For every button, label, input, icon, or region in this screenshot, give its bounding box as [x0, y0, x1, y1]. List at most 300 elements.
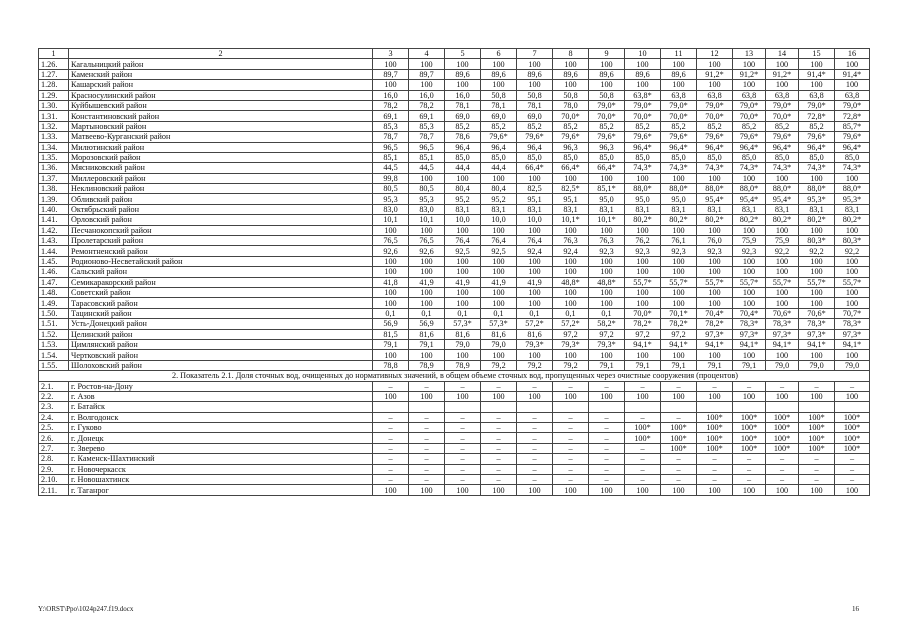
value-cell: 96,4*	[799, 142, 835, 152]
value-cell: 92,2	[766, 246, 799, 256]
value-cell: 70,4*	[733, 308, 766, 318]
value-cell: 66,4*	[589, 163, 625, 173]
value-cell: 79,6*	[766, 132, 799, 142]
value-cell: –	[409, 381, 445, 391]
value-cell: 0,1	[517, 308, 553, 318]
value-cell: 57,2*	[553, 319, 589, 329]
district-name-cell: Советский район	[69, 287, 373, 297]
value-cell: 100	[373, 298, 409, 308]
value-cell: 66,4*	[517, 163, 553, 173]
value-cell: –	[445, 454, 481, 464]
value-cell: –	[553, 464, 589, 474]
value-cell: 100	[799, 298, 835, 308]
value-cell: 80,2*	[799, 215, 835, 225]
value-cell: 100	[517, 80, 553, 90]
value-cell: 76,1	[661, 236, 697, 246]
value-cell: 100	[697, 267, 733, 277]
value-cell: 55,7*	[799, 277, 835, 287]
value-cell: 74,3*	[697, 163, 733, 173]
value-cell: 72,8*	[835, 111, 870, 121]
value-cell: 81,6	[445, 329, 481, 339]
value-cell: 0,1	[589, 308, 625, 318]
value-cell: 100*	[766, 433, 799, 443]
value-cell: 81,5	[373, 329, 409, 339]
value-cell: –	[589, 381, 625, 391]
value-cell: –	[697, 454, 733, 464]
value-cell: 82,5	[517, 184, 553, 194]
value-cell: 100	[589, 80, 625, 90]
value-cell: 100	[409, 225, 445, 235]
value-cell: 79,0	[799, 360, 835, 370]
value-cell: 85,2	[625, 121, 661, 131]
value-cell: 70,0*	[589, 111, 625, 121]
value-cell: 79,6*	[481, 132, 517, 142]
district-name-cell: г. Батайск	[69, 402, 373, 412]
value-cell: 100	[589, 173, 625, 183]
value-cell: 91,2*	[697, 69, 733, 79]
value-cell: 100*	[625, 423, 661, 433]
column-number-cell: 4	[409, 49, 445, 59]
table-row	[39, 246, 870, 256]
row-number-cell: 1.41.	[39, 215, 69, 225]
table-row	[39, 475, 870, 485]
value-cell: 0,1	[373, 308, 409, 318]
value-cell: 55,7*	[835, 277, 870, 287]
value-cell: 100	[481, 80, 517, 90]
value-cell: 100	[409, 173, 445, 183]
value-cell: 100	[553, 225, 589, 235]
value-cell: 79,0*	[799, 100, 835, 110]
value-cell: 78,3*	[799, 319, 835, 329]
value-cell: 100	[625, 298, 661, 308]
value-cell: –	[517, 443, 553, 453]
value-cell	[373, 402, 409, 412]
value-cell: 100	[661, 391, 697, 401]
table-row	[39, 111, 870, 121]
column-number-cell: 12	[697, 49, 733, 59]
footer-file-path: Y:\ORST\Ppo\1024p247.f19.docx	[38, 605, 134, 613]
row-number-cell: 1.47.	[39, 277, 69, 287]
value-cell: 100	[835, 485, 870, 495]
row-number-cell: 1.45.	[39, 256, 69, 266]
value-cell	[661, 402, 697, 412]
value-cell: 70,0*	[553, 111, 589, 121]
value-cell: 16,0	[409, 90, 445, 100]
value-cell: –	[553, 433, 589, 443]
value-cell: 100	[835, 256, 870, 266]
row-number-cell: 1.55.	[39, 360, 69, 370]
row-number-cell: 1.31.	[39, 111, 69, 121]
column-number-cell: 15	[799, 49, 835, 59]
value-cell: 100	[589, 267, 625, 277]
value-cell: 79,0*	[697, 100, 733, 110]
value-cell: 100	[589, 287, 625, 297]
value-cell: 41,8	[373, 277, 409, 287]
value-cell: 100	[553, 485, 589, 495]
value-cell: 69,1	[373, 111, 409, 121]
district-name-cell: Цимлянский район	[69, 339, 373, 349]
value-cell: 92,3	[697, 246, 733, 256]
row-number-cell: 1.51.	[39, 319, 69, 329]
value-cell: –	[799, 464, 835, 474]
value-cell: 95,4*	[733, 194, 766, 204]
value-cell: 88,0*	[733, 184, 766, 194]
value-cell: 80,2*	[661, 215, 697, 225]
value-cell: 79,1	[589, 360, 625, 370]
value-cell: 100	[517, 350, 553, 360]
district-name-cell: Мясниковский район	[69, 163, 373, 173]
value-cell: 100	[445, 287, 481, 297]
value-cell: 100	[661, 173, 697, 183]
value-cell: 48,8*	[553, 277, 589, 287]
value-cell: 85,3	[409, 121, 445, 131]
value-cell: 55,7*	[733, 277, 766, 287]
value-cell: 88,0*	[799, 184, 835, 194]
value-cell: 16,0	[445, 90, 481, 100]
row-number-cell: 1.44.	[39, 246, 69, 256]
district-name-cell: Обливский район	[69, 194, 373, 204]
value-cell: 100	[625, 267, 661, 277]
value-cell: –	[625, 464, 661, 474]
value-cell: 100*	[766, 443, 799, 453]
value-cell: 100*	[799, 433, 835, 443]
value-cell: 100	[373, 267, 409, 277]
value-cell: –	[445, 381, 481, 391]
value-cell: 79,1	[409, 339, 445, 349]
value-cell: 41,9	[445, 277, 481, 287]
value-cell: –	[373, 433, 409, 443]
value-cell: 76,5	[409, 236, 445, 246]
row-number-cell: 1.38.	[39, 184, 69, 194]
value-cell: –	[409, 454, 445, 464]
value-cell: 100	[766, 298, 799, 308]
row-number-cell: 1.29.	[39, 90, 69, 100]
table-row	[39, 236, 870, 246]
value-cell	[589, 402, 625, 412]
value-cell: 57,3*	[445, 319, 481, 329]
value-cell: –	[589, 464, 625, 474]
value-cell: 95,3	[373, 194, 409, 204]
table-row	[39, 100, 870, 110]
value-cell: 85,2	[733, 121, 766, 131]
value-cell: 76,3	[553, 236, 589, 246]
value-cell: 95,3*	[799, 194, 835, 204]
value-cell: 100	[766, 225, 799, 235]
value-cell: 79,1	[733, 360, 766, 370]
value-cell: –	[517, 454, 553, 464]
row-number-cell: 1.39.	[39, 194, 69, 204]
value-cell: 63,8	[733, 90, 766, 100]
value-cell: 100	[835, 59, 870, 69]
row-number-cell: 1.53.	[39, 339, 69, 349]
value-cell: 100*	[697, 443, 733, 453]
table-row	[39, 59, 870, 69]
value-cell: 100	[409, 391, 445, 401]
value-cell: 100	[766, 485, 799, 495]
value-cell: 79,6*	[589, 132, 625, 142]
value-cell: 74,3*	[625, 163, 661, 173]
value-cell: –	[481, 454, 517, 464]
value-cell	[799, 402, 835, 412]
value-cell: 41,9	[481, 277, 517, 287]
value-cell: –	[766, 454, 799, 464]
value-cell: 100	[625, 80, 661, 90]
value-cell: 100	[835, 391, 870, 401]
district-name-cell: Песчанокопский район	[69, 225, 373, 235]
value-cell: 100	[517, 391, 553, 401]
value-cell: –	[517, 433, 553, 443]
value-cell: 0,1	[445, 308, 481, 318]
value-cell: 80,2*	[697, 215, 733, 225]
row-number-cell: 2.9.	[39, 464, 69, 474]
value-cell: 100	[697, 391, 733, 401]
column-number-cell: 7	[517, 49, 553, 59]
value-cell: 85,0	[661, 152, 697, 162]
value-cell: 89,6	[625, 69, 661, 79]
value-cell: 97,3*	[799, 329, 835, 339]
value-cell: 88,0*	[697, 184, 733, 194]
value-cell: –	[373, 475, 409, 485]
value-cell: 100	[625, 350, 661, 360]
value-cell: 100*	[697, 423, 733, 433]
value-cell: 83,1	[625, 204, 661, 214]
value-cell: 100	[697, 80, 733, 90]
table-row	[39, 412, 870, 422]
value-cell: 100	[553, 59, 589, 69]
value-cell: 100	[766, 391, 799, 401]
value-cell: 97,2	[661, 329, 697, 339]
value-cell: 79,0*	[589, 100, 625, 110]
value-cell: 100	[835, 225, 870, 235]
value-cell: 100	[589, 298, 625, 308]
value-cell: –	[589, 423, 625, 433]
value-cell: 79,0*	[766, 100, 799, 110]
column-number-cell: 11	[661, 49, 697, 59]
value-cell: 79,2	[553, 360, 589, 370]
value-cell: 100	[625, 485, 661, 495]
value-cell: –	[625, 443, 661, 453]
value-cell: 85,0	[733, 152, 766, 162]
value-cell: 100	[799, 225, 835, 235]
value-cell: 100	[766, 59, 799, 69]
row-number-cell: 1.33.	[39, 132, 69, 142]
value-cell: –	[445, 464, 481, 474]
value-cell: 50,8	[553, 90, 589, 100]
value-cell: 56,9	[373, 319, 409, 329]
value-cell: 66,4*	[553, 163, 589, 173]
value-cell: 100	[697, 225, 733, 235]
table-row	[39, 319, 870, 329]
value-cell: 92,3	[733, 246, 766, 256]
value-cell: 100	[625, 287, 661, 297]
row-number-cell: 1.26.	[39, 59, 69, 69]
value-cell: 79,6*	[733, 132, 766, 142]
value-cell: 96,3	[553, 142, 589, 152]
value-cell: 100	[661, 287, 697, 297]
value-cell: 100	[661, 485, 697, 495]
value-cell: 55,7*	[766, 277, 799, 287]
value-cell: 76,4	[445, 236, 481, 246]
value-cell: 81,6	[481, 329, 517, 339]
value-cell: 89,6	[481, 69, 517, 79]
value-cell: 85,2	[661, 121, 697, 131]
value-cell: 100	[445, 485, 481, 495]
row-number-cell: 1.32.	[39, 121, 69, 131]
value-cell: 10,0	[481, 215, 517, 225]
value-cell: 100*	[661, 443, 697, 453]
district-name-cell: Пролетарский район	[69, 236, 373, 246]
table-row	[39, 173, 870, 183]
value-cell: 70,0*	[733, 111, 766, 121]
value-cell: 85,2	[766, 121, 799, 131]
value-cell: –	[445, 433, 481, 443]
value-cell: 63,8	[799, 90, 835, 100]
table-row	[39, 360, 870, 370]
value-cell: 91,2*	[766, 69, 799, 79]
value-cell: 79,1	[625, 360, 661, 370]
value-cell: 89,6	[661, 69, 697, 79]
row-number-cell: 1.30.	[39, 100, 69, 110]
value-cell: 85,3	[373, 121, 409, 131]
value-cell: 83,1	[661, 204, 697, 214]
district-name-cell: Ремонтненский район	[69, 246, 373, 256]
value-cell: 100	[733, 298, 766, 308]
value-cell: 96,3	[589, 142, 625, 152]
district-name-cell: Чертковский район	[69, 350, 373, 360]
value-cell: 50,8	[517, 90, 553, 100]
row-number-cell: 2.10.	[39, 475, 69, 485]
value-cell: 89,7	[373, 69, 409, 79]
value-cell: 100	[553, 287, 589, 297]
value-cell: –	[373, 443, 409, 453]
value-cell: –	[373, 423, 409, 433]
value-cell: –	[409, 423, 445, 433]
value-cell: 100	[409, 80, 445, 90]
value-cell: 80,3*	[835, 236, 870, 246]
value-cell: 100	[697, 256, 733, 266]
value-cell: 83,1	[697, 204, 733, 214]
value-cell: 100	[553, 298, 589, 308]
value-cell: 95,2	[481, 194, 517, 204]
value-cell: 100	[799, 256, 835, 266]
table-row	[39, 381, 870, 391]
column-number-cell: 6	[481, 49, 517, 59]
value-cell: 85,0	[589, 152, 625, 162]
row-number-cell: 1.42.	[39, 225, 69, 235]
value-cell: 76,4	[517, 236, 553, 246]
district-name-cell: г. Гуково	[69, 423, 373, 433]
value-cell: 78,1	[481, 100, 517, 110]
row-number-cell: 1.28.	[39, 80, 69, 90]
value-cell: 96,4*	[661, 142, 697, 152]
value-cell: 96,5	[373, 142, 409, 152]
row-number-cell: 2.6.	[39, 433, 69, 443]
column-number-cell: 14	[766, 49, 799, 59]
value-cell: –	[553, 454, 589, 464]
row-number-cell: 1.43.	[39, 236, 69, 246]
value-cell: 92,2	[835, 246, 870, 256]
value-cell: 100	[373, 350, 409, 360]
value-cell: 95,2	[445, 194, 481, 204]
value-cell: 100	[733, 391, 766, 401]
value-cell: –	[835, 381, 870, 391]
value-cell: 78,2*	[625, 319, 661, 329]
value-cell: 100	[733, 225, 766, 235]
value-cell: 100	[766, 80, 799, 90]
row-number-cell: 1.40.	[39, 204, 69, 214]
value-cell: 96,4	[481, 142, 517, 152]
value-cell: –	[697, 464, 733, 474]
value-cell: 100	[517, 267, 553, 277]
district-name-cell: Октябрьский район	[69, 204, 373, 214]
row-number-cell: 1.49.	[39, 298, 69, 308]
value-cell: 83,1	[589, 204, 625, 214]
page-number: 16	[852, 605, 859, 613]
value-cell: 100	[799, 391, 835, 401]
value-cell: 88,0*	[625, 184, 661, 194]
value-cell: 75,9	[733, 236, 766, 246]
value-cell: –	[661, 454, 697, 464]
value-cell: 69,0	[481, 111, 517, 121]
value-cell: –	[517, 381, 553, 391]
data-table	[38, 48, 870, 496]
value-cell: –	[661, 475, 697, 485]
value-cell: 100	[409, 59, 445, 69]
value-cell: 0,1	[481, 308, 517, 318]
value-cell: 89,6	[589, 69, 625, 79]
value-cell: 80,5	[409, 184, 445, 194]
value-cell: 100	[409, 287, 445, 297]
value-cell: 92,3	[661, 246, 697, 256]
value-cell: 78,3*	[835, 319, 870, 329]
table-row	[39, 298, 870, 308]
value-cell: –	[766, 464, 799, 474]
row-number-cell: 1.34.	[39, 142, 69, 152]
value-cell: 70,0*	[766, 111, 799, 121]
value-cell: 100	[481, 267, 517, 277]
value-cell: 100	[661, 298, 697, 308]
value-cell: –	[733, 381, 766, 391]
value-cell: 100	[799, 485, 835, 495]
value-cell: 81,6	[517, 329, 553, 339]
value-cell: 70,0*	[697, 111, 733, 121]
value-cell: 92,6	[373, 246, 409, 256]
value-cell: 100	[733, 59, 766, 69]
column-number-cell: 2	[69, 49, 373, 59]
value-cell: 100	[766, 287, 799, 297]
value-cell: 100	[373, 287, 409, 297]
table-row	[39, 152, 870, 162]
value-cell: –	[409, 412, 445, 422]
value-cell: 100	[553, 80, 589, 90]
table-row	[39, 485, 870, 495]
column-number-cell: 16	[835, 49, 870, 59]
value-cell: 100*	[661, 433, 697, 443]
value-cell: 76,4	[481, 236, 517, 246]
column-number-cell: 1	[39, 49, 69, 59]
table-row	[39, 204, 870, 214]
row-number-cell: 2.8.	[39, 454, 69, 464]
value-cell: 100	[589, 256, 625, 266]
value-cell: 85,2	[697, 121, 733, 131]
value-cell: 79,6*	[517, 132, 553, 142]
value-cell: 58,2*	[589, 319, 625, 329]
value-cell: –	[733, 464, 766, 474]
value-cell: –	[835, 454, 870, 464]
value-cell: 70,0*	[661, 111, 697, 121]
value-cell	[625, 402, 661, 412]
value-cell: 76,0	[697, 236, 733, 246]
